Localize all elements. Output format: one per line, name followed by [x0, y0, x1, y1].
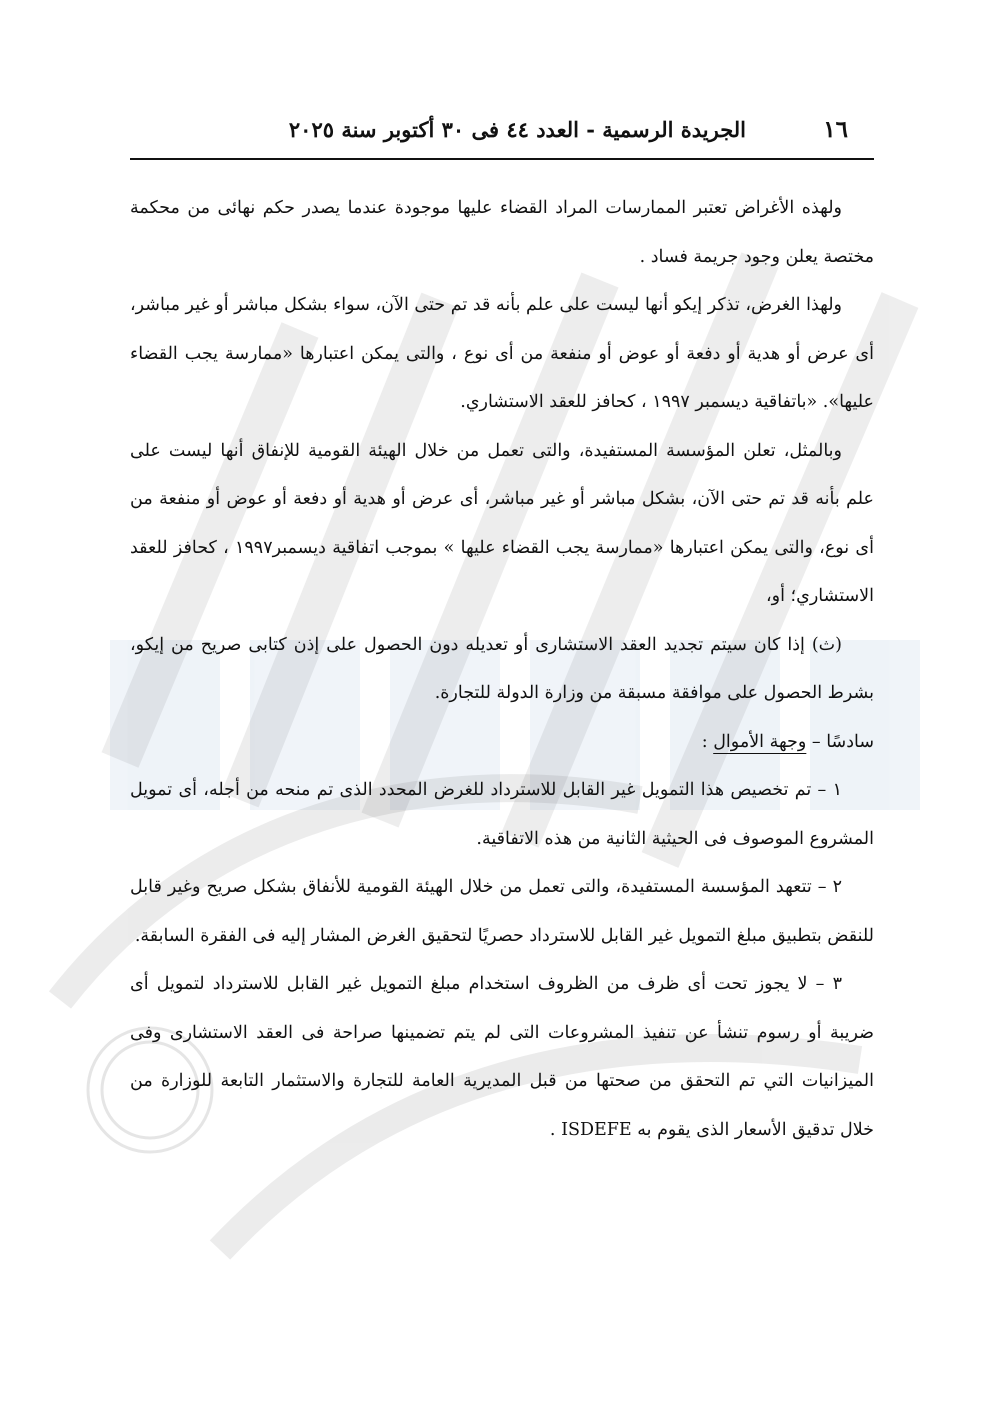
- paragraph-1: ولهذه الأغراض تعتبر الممارسات المراد القضاء عليها موجودة عندما يصدر حكم نهائى من محكمة مختصة يعلن وجود جريمة فساد .: [130, 198, 874, 267]
- page-header: [130, 112, 874, 160]
- section-heading-title: وجهة الأموال: [713, 731, 807, 752]
- page-number: ١٦: [823, 116, 848, 143]
- list-item-2: ٢ – تتعهد المؤسسة المستفيدة، والتى تعمل من خلال الهيئة القومية للأنفاق بشكل صريح وغير قابل للنقض بتطبيق مبلغ التمويل غير القابل للاسترداد حصريًا لتحقيق الغرض المشار إليه فى الفقرة السابقة.: [130, 877, 874, 946]
- paragraph-2: ولهذا الغرض، تذكر إيكو أنها ليست على علم بأنه قد تم حتى الآن، سواء بشكل مباشر أو غير مباشر، أى عرض أو هدية أو دفعة أو عوض أو منفعة من أى نوع ، والتى يمكن اعتبارها «ممارسة يجب القضاء عليها». «باتفاقية ديسمبر ١٩٩٧ ، كحافز للعقد الاستشاري.: [130, 295, 874, 412]
- section-heading-suffix: :: [701, 731, 714, 752]
- document-body: [130, 184, 874, 1154]
- paragraph-4: (ث) إذا كان سيتم تجديد العقد الاستشارى أو تعديله دون الحصول على إذن كتابى صريح من إيكو، بشرط الحصول على موافقة مسبقة من وزارة الدولة للتجارة.: [130, 634, 874, 703]
- running-title: الجريدة الرسمية - العدد ٤٤ فى ٣٠ أكتوبر سنة ٢٠٢٥: [288, 117, 746, 142]
- section-heading-prefix: سادسًا –: [806, 731, 874, 752]
- list-item-1: ١ – تم تخصيص هذا التمويل غير القابل للاسترداد للغرض المحدد الذى تم منحه من أجله، أى تمويل المشروع الموصوف فى الحيثية الثانية من هذه الاتفاقية.: [130, 780, 874, 849]
- paragraph-3: وبالمثل، تعلن المؤسسة المستفيدة، والتى تعمل من خلال الهيئة القومية للإنفاق أنها ليست على علم بأنه قد تم حتى الآن، بشكل مباشر أو غير مباشر، أى عرض أو هدية أو دفعة أو عوض أو منفعة من أى نوع، والتى يمكن اعتبارها «ممارسة يجب القضاء عليها » بموجب اتفاقية ديسمبر١٩٩٧ ، كحافز للعقد الاستشاري؛ أو،: [130, 440, 874, 606]
- list-item-3: ٣ – لا يجوز تحت أى ظرف من الظروف استخدام مبلغ التمويل غير القابل للاسترداد لتمويل أى ضريبة أو رسوم تنشأ عن تنفيذ المشروعات التى لم يتم تضمينها صراحة فى العقد الاستشارى وفى الميزانيات التي تم التحقق من صحتها من قبل المديرية العامة للتجارة والاستثمار التابعة للوزارة من خلال تدقيق الأسعار الذى يقوم به ISDEFE .: [130, 974, 874, 1140]
- section-heading: [130, 718, 874, 767]
